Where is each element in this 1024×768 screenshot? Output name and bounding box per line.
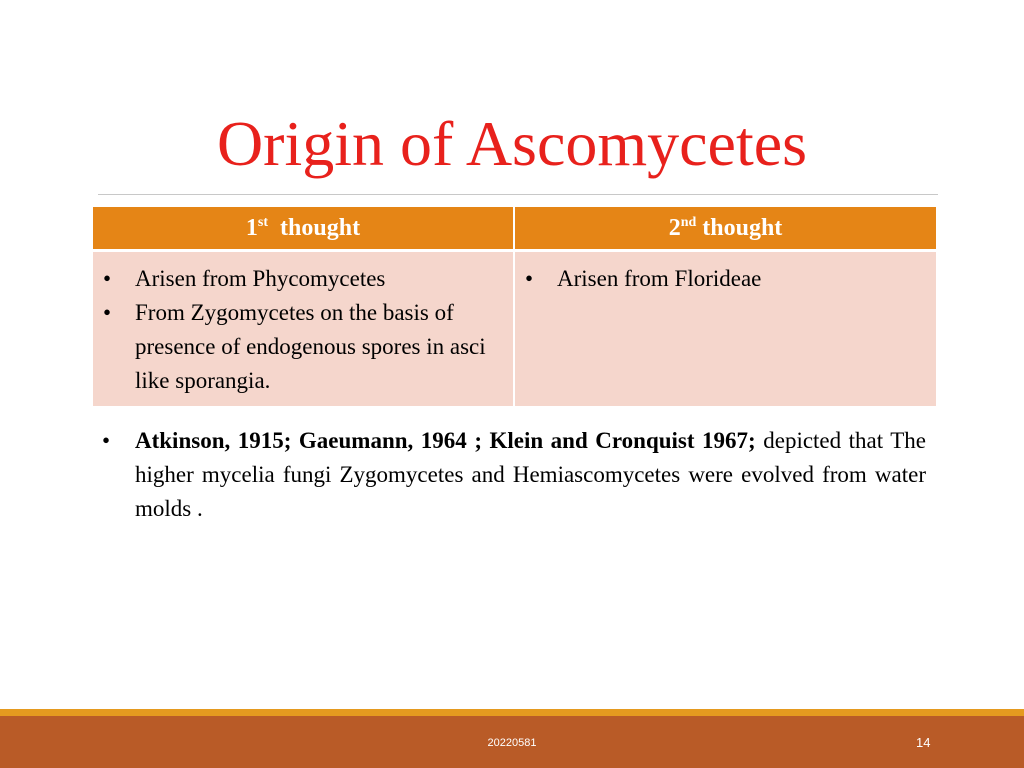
header-number: 2 [668,214,681,241]
first-thought-cell [93,251,514,407]
header-label: thought [702,214,783,241]
slide-title: Origin of Ascomycetes [216,108,808,179]
header-second-thought [514,207,936,251]
header-first-thought [93,207,514,251]
header-label: thought [280,214,361,241]
list-item [102,424,926,526]
first-thought-list [101,262,505,398]
bullet-body-text: depicted that The higher mycelia fungi Zygomycetes and Hemiascomycetes were evolved from water molds . [135,428,926,521]
list-item: • Arisen from Phycomycetes [101,262,505,296]
title-divider [98,194,938,195]
header-superscript: st [257,214,269,230]
list-item: • From Zygomycetes on the basis of presence of endogenous spores in asci like sporangia. [101,296,505,398]
header-superscript: nd [680,214,697,230]
list-item: • Arisen from Florideae [523,262,928,296]
footer-accent-line [0,709,1024,716]
citation-text: Atkinson, 1915; Gaeumann, 1964 ; Klein and Cronquist 1967; [135,428,756,453]
header-number: 1 [245,214,258,241]
footer-id: 20220581 [487,737,537,749]
table-header-row [93,207,936,251]
second-thought-cell [514,251,936,407]
body-bullets [102,424,926,526]
second-thought-list [523,262,928,296]
thought-table [93,207,936,406]
table-row [93,251,936,407]
slide-number: 14 [916,735,931,750]
